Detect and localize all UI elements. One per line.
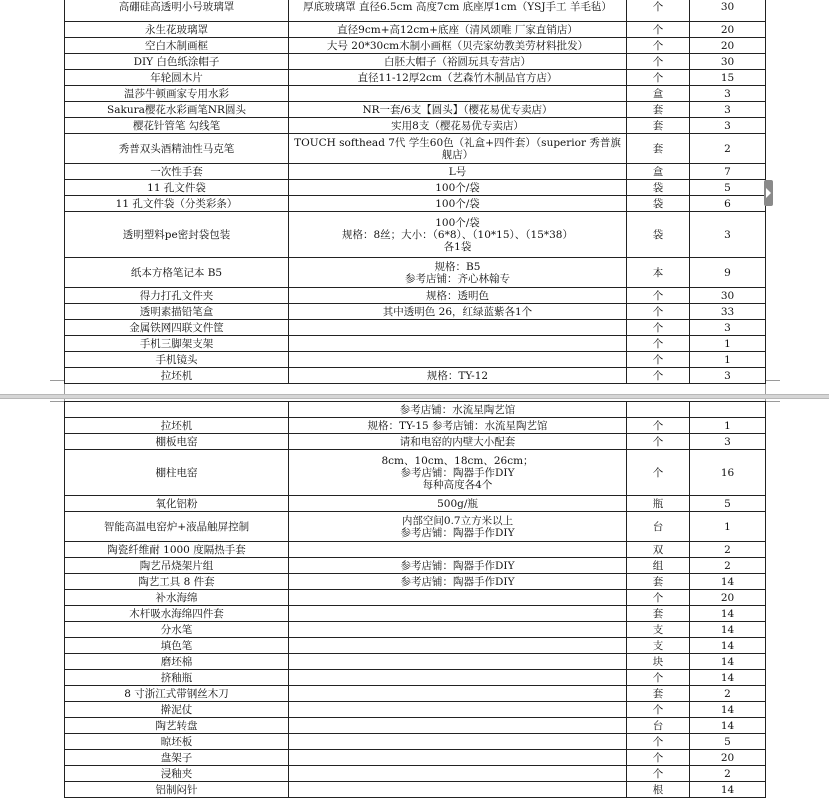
item-qty-cell bbox=[690, 402, 766, 418]
item-name-cell: 拉坯机 bbox=[65, 368, 289, 384]
item-name-cell: DIY 白色纸涂帽子 bbox=[65, 54, 289, 70]
item-unit-cell: 个 bbox=[627, 702, 690, 718]
item-name-cell: 补水海绵 bbox=[65, 590, 289, 606]
item-spec-cell bbox=[289, 638, 627, 654]
item-unit-cell: 瓶 bbox=[627, 496, 690, 512]
item-qty-cell: 30 bbox=[690, 0, 766, 22]
item-unit-cell: 个 bbox=[627, 304, 690, 320]
table-row bbox=[65, 54, 766, 70]
item-name-cell: 木杆吸水海绵四件套 bbox=[65, 606, 289, 622]
table-row bbox=[65, 450, 766, 496]
table-row bbox=[65, 606, 766, 622]
item-spec-cell: 规格：透明色 bbox=[289, 288, 627, 304]
table-row bbox=[65, 718, 766, 734]
item-spec-cell bbox=[289, 686, 627, 702]
item-spec-cell: 500g/瓶 bbox=[289, 496, 627, 512]
item-unit-cell: 套 bbox=[627, 134, 690, 164]
table-row bbox=[65, 418, 766, 434]
item-qty-cell: 30 bbox=[690, 288, 766, 304]
item-unit-cell: 支 bbox=[627, 622, 690, 638]
item-name-cell: 高硼硅高透明小号玻璃罩 bbox=[65, 0, 289, 22]
item-name-cell: 铝制闷针 bbox=[65, 782, 289, 798]
item-spec-cell: 100个/袋 bbox=[289, 180, 627, 196]
item-name-cell: 樱花针管笔 勾线笔 bbox=[65, 118, 289, 134]
item-spec-cell: L号 bbox=[289, 164, 627, 180]
item-qty-cell: 6 bbox=[690, 196, 766, 212]
item-unit-cell: 套 bbox=[627, 574, 690, 590]
item-unit-cell: 个 bbox=[627, 434, 690, 450]
item-name-cell: 8 寸浙江式带钢丝木刀 bbox=[65, 686, 289, 702]
item-unit-cell: 袋 bbox=[627, 196, 690, 212]
item-name-cell: 分水笔 bbox=[65, 622, 289, 638]
item-unit-cell: 个 bbox=[627, 0, 690, 22]
item-spec-cell: 参考店铺：水流星陶艺馆 bbox=[289, 402, 627, 418]
item-qty-cell: 1 bbox=[690, 352, 766, 368]
item-qty-cell: 14 bbox=[690, 622, 766, 638]
item-unit-cell: 个 bbox=[627, 22, 690, 38]
table-row bbox=[65, 134, 766, 164]
item-unit-cell: 台 bbox=[627, 512, 690, 542]
item-spec-cell bbox=[289, 86, 627, 102]
item-unit-cell: 个 bbox=[627, 450, 690, 496]
item-name-cell: 纸本方格笔记本 B5 bbox=[65, 258, 289, 288]
table-row bbox=[65, 0, 766, 22]
margin-marker bbox=[765, 399, 780, 402]
item-spec-cell: 规格：TY-12 bbox=[289, 368, 627, 384]
table-row bbox=[65, 686, 766, 702]
item-unit-cell: 台 bbox=[627, 718, 690, 734]
item-qty-cell: 5 bbox=[690, 180, 766, 196]
table-row bbox=[65, 702, 766, 718]
materials-table-page-1 bbox=[64, 0, 766, 384]
table-row bbox=[65, 368, 766, 384]
item-name-cell: 陶艺吊烧架片组 bbox=[65, 558, 289, 574]
item-name-cell: 棚柱电窑 bbox=[65, 450, 289, 496]
item-qty-cell: 20 bbox=[690, 750, 766, 766]
item-name-cell: Sakura樱花水彩画笔NR圆头 bbox=[65, 102, 289, 118]
item-name-cell: 陶瓷纤维耐 1000 度隔热手套 bbox=[65, 542, 289, 558]
table-row bbox=[65, 402, 766, 418]
item-spec-cell: 大号 20*30cm木制小画框（贝壳家幼教美劳材料批发） bbox=[289, 38, 627, 54]
item-qty-cell: 14 bbox=[690, 782, 766, 798]
item-unit-cell: 本 bbox=[627, 258, 690, 288]
item-qty-cell: 3 bbox=[690, 368, 766, 384]
table-row bbox=[65, 654, 766, 670]
item-spec-cell bbox=[289, 542, 627, 558]
table-row bbox=[65, 86, 766, 102]
table-row bbox=[65, 180, 766, 196]
item-qty-cell: 14 bbox=[690, 638, 766, 654]
item-name-cell: 秀普双头酒精油性马克笔 bbox=[65, 134, 289, 164]
item-unit-cell: 支 bbox=[627, 638, 690, 654]
table-row bbox=[65, 304, 766, 320]
item-spec-cell bbox=[289, 590, 627, 606]
item-qty-cell: 2 bbox=[690, 134, 766, 164]
item-name-cell: 氧化铝粉 bbox=[65, 496, 289, 512]
item-name-cell: 智能高温电窑炉+液晶触屏控制 bbox=[65, 512, 289, 542]
item-unit-cell: 套 bbox=[627, 118, 690, 134]
item-spec-cell: TOUCH softhead 7代 学生60色（礼盒+四件套）（superior 秀普旗舰店） bbox=[289, 134, 627, 164]
item-name-cell: 年轮圆木片 bbox=[65, 70, 289, 86]
item-spec-cell bbox=[289, 766, 627, 782]
item-qty-cell: 1 bbox=[690, 336, 766, 352]
item-name-cell: 永生花玻璃罩 bbox=[65, 22, 289, 38]
item-qty-cell: 20 bbox=[690, 590, 766, 606]
item-qty-cell: 16 bbox=[690, 450, 766, 496]
item-qty-cell: 30 bbox=[690, 54, 766, 70]
item-qty-cell: 3 bbox=[690, 320, 766, 336]
item-name-cell: 温莎牛顿画家专用水彩 bbox=[65, 86, 289, 102]
item-spec-cell: 规格：TY-15 参考店铺：水流星陶艺馆 bbox=[289, 418, 627, 434]
item-qty-cell: 3 bbox=[690, 102, 766, 118]
item-name-cell: 擀泥仗 bbox=[65, 702, 289, 718]
table-row bbox=[65, 558, 766, 574]
margin-marker bbox=[50, 399, 65, 402]
table-row bbox=[65, 258, 766, 288]
table-row bbox=[65, 590, 766, 606]
item-spec-cell bbox=[289, 320, 627, 336]
table-row bbox=[65, 670, 766, 686]
item-unit-cell: 个 bbox=[627, 70, 690, 86]
item-unit-cell bbox=[627, 402, 690, 418]
table-row bbox=[65, 212, 766, 258]
margin-marker bbox=[765, 380, 780, 394]
item-spec-cell bbox=[289, 352, 627, 368]
table-row bbox=[65, 638, 766, 654]
item-name-cell: 挤釉瓶 bbox=[65, 670, 289, 686]
item-qty-cell: 1 bbox=[690, 418, 766, 434]
item-unit-cell: 个 bbox=[627, 336, 690, 352]
table-row bbox=[65, 622, 766, 638]
item-spec-cell bbox=[289, 750, 627, 766]
item-qty-cell: 1 bbox=[690, 512, 766, 542]
item-name-cell: 磨坯棉 bbox=[65, 654, 289, 670]
item-spec-cell: 规格：B5 参考店铺：齐心林翰专 bbox=[289, 258, 627, 288]
item-spec-cell: 100个/袋 规格：8丝；大小：（6*8）、（10*15）、（15*38） 各1袋 bbox=[289, 212, 627, 258]
item-name-cell: 浸釉夹 bbox=[65, 766, 289, 782]
item-spec-cell bbox=[289, 622, 627, 638]
item-unit-cell: 个 bbox=[627, 766, 690, 782]
item-name-cell: 手机镜头 bbox=[65, 352, 289, 368]
scroll-handle-icon[interactable] bbox=[764, 180, 773, 206]
document-page-1 bbox=[0, 0, 829, 394]
item-unit-cell: 袋 bbox=[627, 212, 690, 258]
table-row bbox=[65, 70, 766, 86]
item-name-cell: 棚板电窑 bbox=[65, 434, 289, 450]
item-spec-cell bbox=[289, 782, 627, 798]
table-row bbox=[65, 164, 766, 180]
item-spec-cell: 参考店铺：陶器手作DIY bbox=[289, 574, 627, 590]
table-row bbox=[65, 512, 766, 542]
item-qty-cell: 15 bbox=[690, 70, 766, 86]
item-name-cell: 透明塑料pe密封袋包装 bbox=[65, 212, 289, 258]
item-spec-cell bbox=[289, 606, 627, 622]
table-row bbox=[65, 102, 766, 118]
item-unit-cell: 个 bbox=[627, 38, 690, 54]
item-name-cell: 11 孔文件袋 bbox=[65, 180, 289, 196]
item-unit-cell: 组 bbox=[627, 558, 690, 574]
item-unit-cell: 套 bbox=[627, 606, 690, 622]
table-row bbox=[65, 750, 766, 766]
item-spec-cell: 参考店铺：陶器手作DIY bbox=[289, 558, 627, 574]
item-qty-cell: 2 bbox=[690, 766, 766, 782]
materials-table-page-2 bbox=[64, 401, 766, 798]
table-row bbox=[65, 352, 766, 368]
margin-marker bbox=[50, 380, 65, 394]
item-unit-cell: 盒 bbox=[627, 86, 690, 102]
item-unit-cell: 块 bbox=[627, 654, 690, 670]
item-qty-cell: 2 bbox=[690, 542, 766, 558]
item-unit-cell: 个 bbox=[627, 368, 690, 384]
item-qty-cell: 20 bbox=[690, 22, 766, 38]
table-row bbox=[65, 542, 766, 558]
item-unit-cell: 根 bbox=[627, 782, 690, 798]
item-spec-cell: 直径9cm+高12cm+底座（清风颂唯 厂家直销店） bbox=[289, 22, 627, 38]
item-qty-cell: 2 bbox=[690, 686, 766, 702]
item-name-cell: 手机三脚架支架 bbox=[65, 336, 289, 352]
item-qty-cell: 14 bbox=[690, 670, 766, 686]
item-name-cell: 陶艺工具 8 件套 bbox=[65, 574, 289, 590]
table-row bbox=[65, 782, 766, 798]
item-unit-cell: 个 bbox=[627, 670, 690, 686]
item-name-cell: 透明素描铅笔盒 bbox=[65, 304, 289, 320]
item-name-cell: 陶艺转盘 bbox=[65, 718, 289, 734]
table-row bbox=[65, 336, 766, 352]
item-spec-cell: 内部空间0.7立方米以上 参考店铺：陶器手作DIY bbox=[289, 512, 627, 542]
item-name-cell: 盘架子 bbox=[65, 750, 289, 766]
item-qty-cell: 33 bbox=[690, 304, 766, 320]
item-unit-cell: 个 bbox=[627, 352, 690, 368]
item-unit-cell: 个 bbox=[627, 418, 690, 434]
table-row bbox=[65, 574, 766, 590]
item-name-cell: 空白木制画框 bbox=[65, 38, 289, 54]
table-row bbox=[65, 288, 766, 304]
item-name-cell: 得力打孔文件夹 bbox=[65, 288, 289, 304]
item-qty-cell: 14 bbox=[690, 654, 766, 670]
item-spec-cell: 8cm、10cm、18cm、26cm； 参考店铺：陶器手作DIY 每种高度各4个 bbox=[289, 450, 627, 496]
item-spec-cell: 实用8支（樱花易优专卖店） bbox=[289, 118, 627, 134]
item-qty-cell: 9 bbox=[690, 258, 766, 288]
item-unit-cell: 袋 bbox=[627, 180, 690, 196]
item-spec-cell bbox=[289, 670, 627, 686]
item-name-cell: 填色笔 bbox=[65, 638, 289, 654]
item-spec-cell: 白胚大帽子（裕圆玩具专营店） bbox=[289, 54, 627, 70]
item-unit-cell: 个 bbox=[627, 320, 690, 336]
item-qty-cell: 3 bbox=[690, 86, 766, 102]
item-qty-cell: 2 bbox=[690, 558, 766, 574]
item-name-cell: 晾坯板 bbox=[65, 734, 289, 750]
item-spec-cell: 请和电窑的内壁大小配套 bbox=[289, 434, 627, 450]
table-row bbox=[65, 734, 766, 750]
item-spec-cell: 直径11-12厚2cm（艺森竹木制品官方店） bbox=[289, 70, 627, 86]
item-unit-cell: 个 bbox=[627, 288, 690, 304]
table-row bbox=[65, 320, 766, 336]
item-unit-cell: 个 bbox=[627, 734, 690, 750]
item-name-cell: 金属铁网四联文件筐 bbox=[65, 320, 289, 336]
item-unit-cell: 个 bbox=[627, 590, 690, 606]
table-row bbox=[65, 766, 766, 782]
table-row bbox=[65, 434, 766, 450]
item-qty-cell: 14 bbox=[690, 606, 766, 622]
item-unit-cell: 个 bbox=[627, 54, 690, 70]
item-qty-cell: 3 bbox=[690, 212, 766, 258]
item-unit-cell: 套 bbox=[627, 686, 690, 702]
item-qty-cell: 3 bbox=[690, 118, 766, 134]
item-qty-cell: 5 bbox=[690, 734, 766, 750]
table-row bbox=[65, 196, 766, 212]
item-qty-cell: 7 bbox=[690, 164, 766, 180]
item-unit-cell: 双 bbox=[627, 542, 690, 558]
item-spec-cell: 100个/袋 bbox=[289, 196, 627, 212]
item-spec-cell bbox=[289, 702, 627, 718]
item-qty-cell: 14 bbox=[690, 574, 766, 590]
item-qty-cell: 14 bbox=[690, 702, 766, 718]
item-unit-cell: 盒 bbox=[627, 164, 690, 180]
item-qty-cell: 20 bbox=[690, 38, 766, 54]
item-qty-cell: 5 bbox=[690, 496, 766, 512]
item-unit-cell: 套 bbox=[627, 102, 690, 118]
item-spec-cell bbox=[289, 654, 627, 670]
item-qty-cell: 14 bbox=[690, 718, 766, 734]
document-page-2 bbox=[0, 399, 829, 800]
item-spec-cell: 厚底玻璃罩 直径6.5cm 高度7cm 底座厚1cm（YSJ手工 羊毛毡） bbox=[289, 0, 627, 22]
item-spec-cell bbox=[289, 718, 627, 734]
table-row bbox=[65, 118, 766, 134]
item-spec-cell bbox=[289, 336, 627, 352]
table-row bbox=[65, 496, 766, 512]
item-spec-cell: 其中透明色 26，红绿蓝紫各1个 bbox=[289, 304, 627, 320]
table-row bbox=[65, 38, 766, 54]
item-spec-cell: NR一套/6支【圆头】（樱花易优专卖店） bbox=[289, 102, 627, 118]
item-name-cell: 拉坯机 bbox=[65, 418, 289, 434]
item-name-cell: 11 孔文件袋（分类彩条） bbox=[65, 196, 289, 212]
item-name-cell bbox=[65, 402, 289, 418]
item-name-cell: 一次性手套 bbox=[65, 164, 289, 180]
item-spec-cell bbox=[289, 734, 627, 750]
item-unit-cell: 个 bbox=[627, 750, 690, 766]
item-qty-cell: 3 bbox=[690, 434, 766, 450]
table-row bbox=[65, 22, 766, 38]
